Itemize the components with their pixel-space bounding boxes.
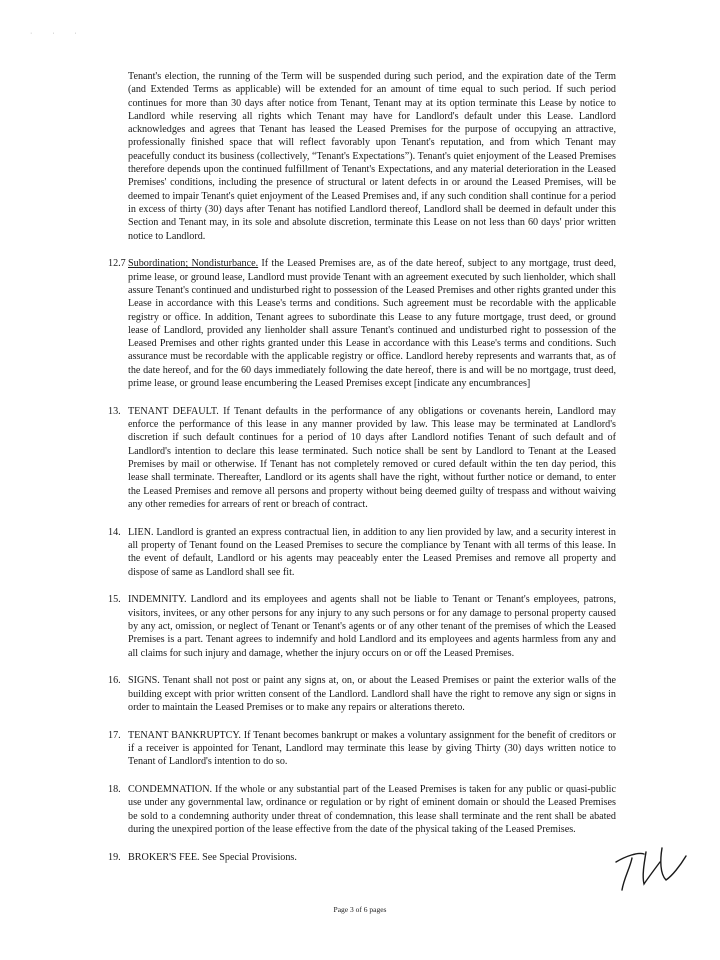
handwritten-initials [610, 842, 690, 894]
clause-heading: Subordination; Nondisturbance. [128, 258, 259, 270]
document-body [108, 70, 617, 879]
page-footer: Page 3 of 6 pages [333, 905, 387, 914]
clause-number: 15. [108, 594, 121, 606]
clause-number: 16. [108, 675, 121, 687]
clause-text: BROKER'S FEE. See Special Provisions. [128, 851, 297, 863]
clause-number: 12.7 [108, 258, 126, 270]
clause-text: SIGNS. Tenant shall not post or paint any signs at, on, or about the Leased Premises or paint the exterior walls of the building except with prior written consent of the Landlord. Landlord shall have the right to remove any sign or signs in order to maintain the Leased Premises or to make any repairs or alterations thereto. [128, 675, 616, 713]
clause-number: 17. [108, 729, 121, 741]
clause-number: 19. [108, 851, 121, 863]
clause-text: TENANT DEFAULT. If Tenant defaults in the performance of any obligations or covenants herein, Landlord may enforce the performance of this lease in any manner provided by law. This lease may be terminated at Landlord's discretion if such default continues for a period of 10 days after Landlord notifies Tenant of such default and of Landlord's intention to declare this lease terminated. Such notice shall be sent by Landlord to Tenant at the Leased Premises by mail or otherwise. If Tenant has not completely removed or cured default within the ten day period, this lease shall terminate. Thereafter, Landlord or its agents shall have the right, without further notice or demand, to enter the Leased Premises and remove all persons and property without being deemed guilty of trespass and without waiving any other remedies for arrears of rent or breach of contract. [128, 405, 616, 510]
clause-14 [108, 526, 616, 579]
clause-13 [108, 405, 616, 511]
clause-16 [108, 674, 616, 714]
clause-text: INDEMNITY. Landlord and its employees and agents shall not be liable to Tenant or Tenant's employees, patrons, visitors, invitees, or any other persons for any injury to any such persons or for any damage to personal property caused by any act, omission, or neglect of Tenant or Tenant's agents or of any other tenant of the premises of which the Leased Premises is a part. Tenant agrees to indemnify and hold Landlord and its employees and agents harmless from any and all claims for such injury and damage, whether the injury occurs on or off the Leased Premises. [128, 594, 616, 659]
clause-15 [108, 593, 616, 659]
clause-18 [108, 783, 616, 836]
clause-number: 18. [108, 784, 121, 796]
clause-19 [108, 851, 616, 864]
clause-number: 14. [108, 526, 121, 538]
clause-text: LIEN. Landlord is granted an express contractual lien, in addition to any lien provided by law, and a security interest in all property of Tenant found on the Leased Premises to secure the compliance by Tenant with all terms of this lease. In the event of default, Landlord or his agents may peaceably enter the Leased Premises and remove all property and dispose of same as Landlord shall see fit. [128, 526, 616, 578]
clause-17 [108, 729, 616, 769]
clause-number: 13. [108, 405, 121, 417]
clause-text: CONDEMNATION. If the whole or any substantial part of the Leased Premises is taken for any public or quasi-public use under any governmental law, ordinance or regulation or by right of eminent domain or should the Leased Premises be sold to a condemning authority under threat of condemnation, this lease shall terminate and the rent shall be abated during the unexpired portion of the lease effective from the date of the physical taking of the Leased Premises. [128, 784, 616, 836]
scan-marks: · · · [30, 30, 86, 37]
clause-text: TENANT BANKRUPTCY. If Tenant becomes bankrupt or makes a voluntary assignment for the benefit of creditors or if a receiver is appointed for Tenant, Landlord may terminate this lease by giving Thirty (30) days written notice to Tenant of Landlord's intention to do so. [128, 729, 616, 768]
continuation-paragraph: Tenant's election, the running of the Term will be suspended during such period, and the expiration date of the Term (and Extended Terms as applicable) will be extended for an amount of time equal to such period. If such period continues for more than 30 days after notice from Tenant, Tenant may at its option terminate this Lease by notice to Landlord while reserving all rights which Tenant may have for Landlord's default under this Lease. Landlord acknowledges and agrees that Tenant has leased the Leased Premises for the purpose of occupying an attractive, professionally finished space that will reflect favorably upon Tenant's reputation, and from which Tenant may peacefully conduct its business (collectively, “Tenant's Expectations”). Tenant's quiet enjoyment of the Leased Premises therefore depends upon the continued fulfillment of Tenant's Expectations, and any material deterioration in the Leased Premises' conditions, including the presence of structural or latent defects in or around the Leased Premises, will be deemed to impair Tenant's quiet enjoyment of the Leased Premises and, if any such condition shall continue for a period in excess of thirty (30) days after Tenant has notified Landlord thereof, Landlord shall be deemed in default under this Section and Tenant may, in its sole and absolute discretion, terminate this Lease on not less than 60 days' prior written notice to Landlord. [128, 71, 616, 242]
clause-12-7 [108, 257, 617, 390]
clause-text: If the Leased Premises are, as of the date hereof, subject to any mortgage, trust deed, prime lease, or ground lease, Landlord must provide Tenant with an agreement executed by such lienholder, which shall assure Tenant's continued and undisturbed right to possession of the Leased Premises and other rights granted under this Lease in accordance with this Lease's terms and conditions. Such agreement must be recordable with the applicable registry or office. In addition, Tenant agrees to subordinate this Lease to any future mortgage, trust deed, or ground lease of Landlord, provided any lienholder shall assure Tenant's continued and undisturbed right to possession of the Leased Premises and other rights granted under this Lease in accordance with this Lease's terms and conditions. Such assurance must be recordable with the applicable registry or office. Landlord hereby represents and warrants that, as of the date hereof, and for the 60 days immediately following the date hereof, there is and will be no mortgage, trust deed, prime lease, or ground lease encumbering the Leased Premises except [indicate any encumbrances] [128, 258, 617, 390]
